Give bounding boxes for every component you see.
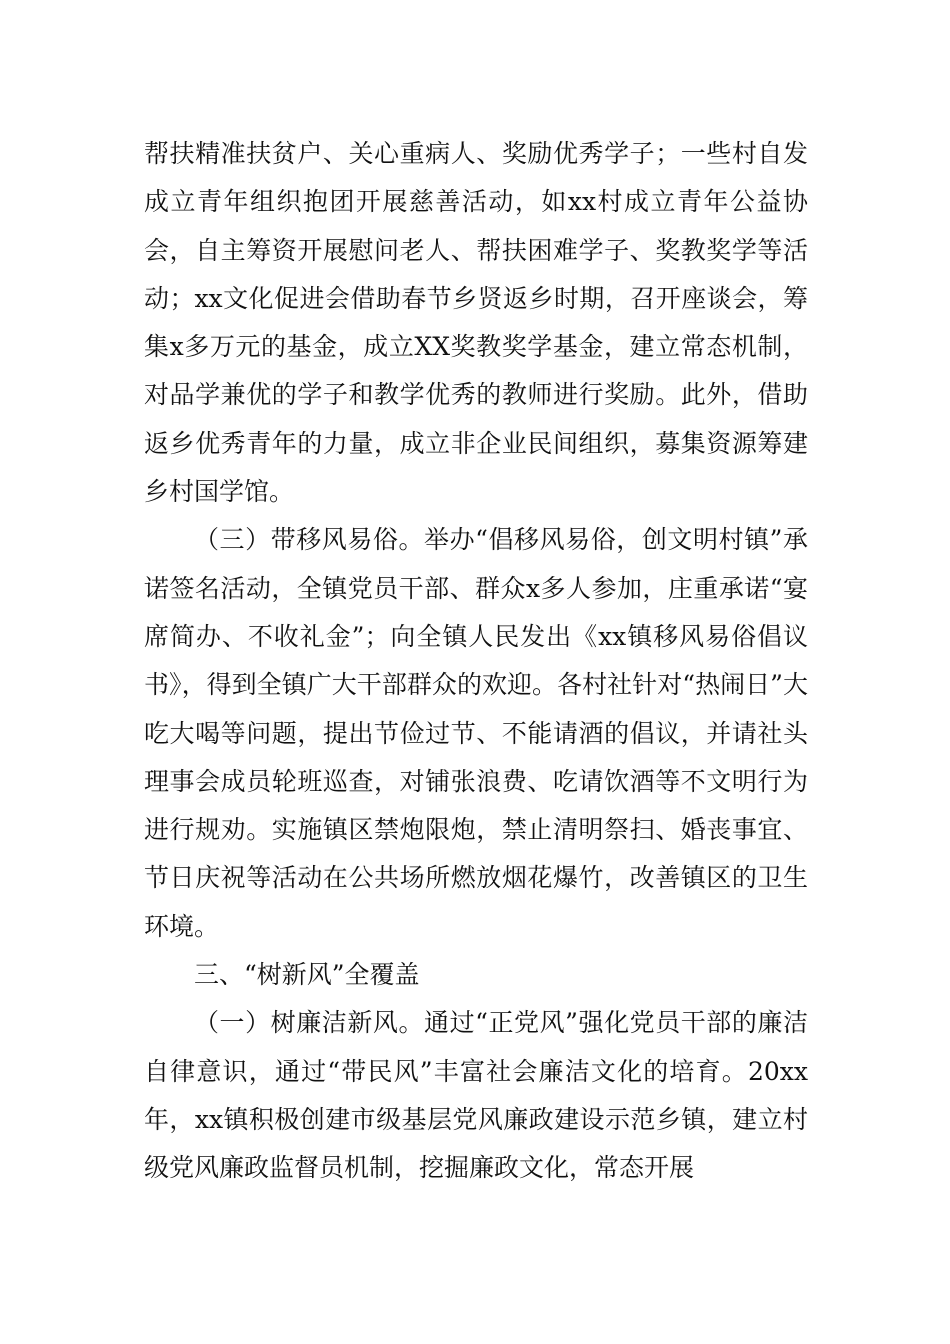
section-heading: 三、“树新风”全覆盖 — [194, 960, 420, 990]
document-body — [144, 130, 808, 1193]
paragraph-section-1: （一）树廉洁新风。通过“正党风”强化党员干部的廉洁自律意识，通过“带民风”丰富社会廉洁文化的培育。20xx年，xx镇积极创建市级基层党风廉政建设示范乡镇，建立村级党风廉政监督员机制，挖掘廉政文化，常态开展 — [144, 1008, 808, 1183]
paragraph-continuation: 帮扶精准扶贫户、关心重病人、奖励优秀学子；一些村自发成立青年组织抱团开展慈善活动，如xx村成立青年公益协会，自主筹资开展慰问老人、帮扶困难学子、奖教奖学等活动；xx文化促进会借助春节乡贤返乡时期，召开座谈会，筹集x多万元的基金，成立XX奖教奖学基金，建立常态机制，对品学兼优的学子和教学优秀的教师进行奖励。此外，借助返乡优秀青年的力量，成立非企业民间组织，募集资源筹建乡村国学馆。 — [144, 139, 808, 507]
paragraph-section-3: （三）带移风易俗。举办“倡移风易俗，创文明村镇”承诺签名活动，全镇党员干部、群众x多人参加，庄重承诺“宴席简办、不收礼金”；向全镇人民发出《xx镇移风易俗倡议书》，得到全镇广大干部群众的欢迎。各村社针对“热闹日”大吃大喝等问题，提出节俭过节、不能请酒的倡议，并请社头理事会成员轮班巡查，对铺张浪费、吃请饮酒等不文明行为进行规劝。实施镇区禁炮限炮，禁止清明祭扫、婚丧事宜、节日庆祝等活动在公共场所燃放烟花爆竹，改善镇区的卫生环境。 — [144, 525, 808, 941]
